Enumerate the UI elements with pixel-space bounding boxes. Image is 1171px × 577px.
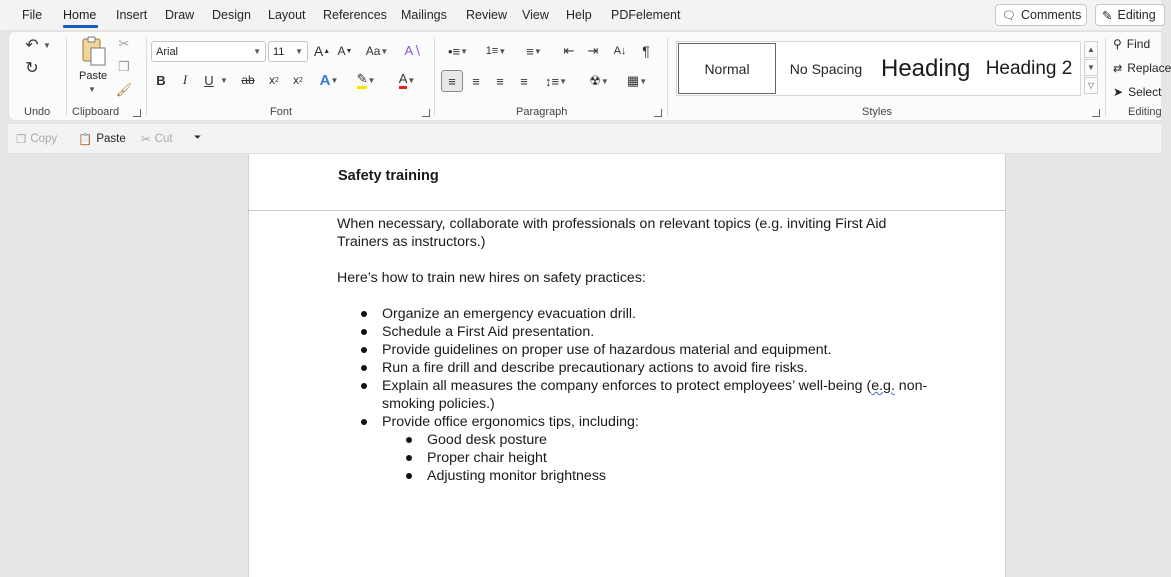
bullet-dot — [361, 329, 367, 335]
tab-insert[interactable]: Insert — [116, 8, 148, 22]
group-label-paragraph: Paragraph — [516, 106, 568, 118]
group-label-font: Font — [270, 106, 293, 118]
comments-button[interactable] — [995, 4, 1087, 26]
spelling-flag[interactable]: e.g. — [871, 378, 895, 394]
bold-icon[interactable]: B — [156, 72, 166, 88]
group-divider — [66, 38, 67, 116]
group-label-styles: Styles — [862, 106, 892, 118]
select-button[interactable] — [1113, 85, 1161, 99]
editing-mode-button[interactable] — [1095, 4, 1165, 26]
style-normal[interactable]: Normal — [678, 43, 776, 94]
paragraph-line: When necessary, collaborate with professionals on relevant topics (e.g. inviting First Aid — [337, 216, 887, 232]
bullet-dot — [361, 383, 367, 389]
chevron-down-icon: ▼ — [253, 47, 261, 56]
subscript-icon[interactable]: x 2 — [269, 73, 279, 87]
cut-icon[interactable]: ✂ — [118, 36, 130, 51]
font-size-value: 11 — [273, 45, 285, 58]
group-divider — [667, 38, 668, 116]
tab-references[interactable]: References — [323, 8, 387, 22]
multilevel-list-icon[interactable]: ≡ ▼ — [526, 43, 542, 59]
replace-button[interactable] — [1113, 61, 1171, 75]
sub-bullet-dot — [406, 437, 412, 443]
clipboard-launcher-icon[interactable] — [133, 109, 141, 117]
numbering-icon[interactable]: 1≡ ▼ — [485, 45, 507, 57]
group-label-undo: Undo — [24, 106, 51, 118]
group-divider — [434, 38, 435, 116]
highlight-icon[interactable]: ✎ ▼ — [351, 70, 381, 90]
comment-icon: 🗨 — [1002, 9, 1016, 22]
qb-paste-label: Paste — [96, 133, 126, 145]
find-label: Find — [1126, 37, 1151, 51]
pilcrow-icon[interactable]: ¶ — [642, 43, 650, 59]
bullets-icon[interactable]: •≡ ▼ — [447, 43, 469, 59]
copy-icon[interactable]: ❐ — [118, 59, 130, 74]
tab-layout[interactable]: Layout — [268, 8, 306, 22]
group-label-editing: Editing — [1128, 106, 1162, 118]
styles-launcher-icon[interactable] — [1092, 109, 1100, 117]
list-item-continuation: smoking policies.) — [382, 396, 495, 412]
group-divider — [146, 38, 147, 116]
font-size-select[interactable] — [268, 41, 308, 62]
styles-gallery-scroll — [1084, 41, 1098, 96]
line-spacing-icon[interactable]: ↕≡ ▼ — [544, 73, 567, 89]
list-item: Organize an emergency evacuation drill. — [382, 306, 636, 322]
align-right-icon[interactable]: ≡ — [496, 73, 504, 89]
list-item: Schedule a First Aid presentation. — [382, 324, 595, 340]
align-center-icon[interactable]: ≡ — [472, 73, 480, 89]
group-label-clipboard: Clipboard — [72, 106, 120, 118]
grow-font-icon[interactable]: A ▲ — [313, 43, 331, 59]
tab-help[interactable]: Help — [566, 8, 592, 22]
bullet-dot — [361, 347, 367, 353]
qb-cut-label: Cut — [154, 133, 173, 145]
shrink-font-icon[interactable]: A ▼ — [337, 44, 353, 58]
page-break-line — [248, 210, 1006, 211]
doc-heading: Safety training — [338, 168, 439, 184]
replace-icon: ⇄ — [1113, 62, 1123, 75]
list-item — [382, 377, 927, 395]
decrease-indent-icon[interactable]: ⇤ — [563, 43, 575, 58]
font-launcher-icon[interactable] — [422, 109, 430, 117]
tab-file[interactable]: File — [22, 8, 43, 22]
qb-paste-button[interactable] — [78, 132, 126, 146]
font-name-value: Arial — [156, 45, 179, 58]
qb-cut-button[interactable] — [141, 132, 173, 146]
redo-icon[interactable]: ↻ — [25, 60, 39, 77]
sub-list-item: Adjusting monitor brightness — [427, 468, 607, 484]
tab-pdfelement[interactable]: PDFelement — [611, 8, 681, 22]
paste-icon: 📋 — [78, 134, 93, 146]
justify-icon[interactable]: ≡ — [520, 73, 528, 89]
editing-mode-label: Editing — [1117, 8, 1156, 22]
pencil-icon: ✎ — [1102, 8, 1113, 23]
bullet-dot — [361, 365, 367, 371]
list-item: Provide guidelines on proper use of hazardous material and equipment. — [382, 342, 832, 358]
customize-toolbar-icon[interactable]: ⏷ — [194, 132, 202, 142]
clear-formatting-icon[interactable]: A∖ — [404, 43, 422, 58]
shading-icon[interactable]: ☢ ▼ — [589, 73, 609, 88]
font-name-select[interactable] — [151, 41, 266, 62]
sub-bullet-dot — [406, 473, 412, 479]
select-label: Select — [1128, 85, 1162, 99]
cursor-icon: ➤ — [1113, 85, 1124, 99]
format-painter-icon[interactable]: 🖌 — [115, 82, 133, 97]
paragraph-intro: Here’s how to train new hires on safety practices: — [337, 270, 646, 286]
bullet-dot — [361, 419, 367, 425]
list-item: Provide office ergonomics tips, including: — [382, 414, 639, 430]
cut-icon: ✂ — [141, 134, 151, 146]
paragraph-line: Trainers as instructors.) — [337, 234, 486, 250]
font-color-icon[interactable]: A ▼ — [392, 70, 422, 90]
italic-icon[interactable]: I — [182, 72, 188, 87]
qb-copy-label: Copy — [30, 133, 58, 145]
sort-icon[interactable]: A↓ — [613, 45, 627, 57]
more-styles-icon[interactable]: ▽ — [1084, 77, 1098, 94]
bullet-dot — [361, 311, 367, 317]
paragraph-launcher-icon[interactable] — [654, 109, 662, 117]
copy-icon: ❐ — [16, 134, 27, 146]
style-heading-1[interactable]: Heading — [881, 54, 971, 82]
menu-bar — [0, 0, 1161, 30]
list-item-text: non- — [894, 378, 928, 394]
sub-list-item: Good desk posture — [427, 432, 547, 448]
sub-bullet-dot — [406, 455, 412, 461]
active-tab-indicator — [63, 25, 98, 28]
chevron-down-icon: ▼ — [295, 47, 303, 56]
tab-mailings[interactable]: Mailings — [401, 8, 447, 22]
ribbon — [8, 31, 1171, 121]
style-heading-2[interactable]: Heading 2 — [985, 57, 1073, 79]
borders-icon[interactable]: ▦ ▼ — [626, 73, 648, 88]
comments-label: Comments — [1020, 8, 1082, 22]
text-effects-icon[interactable]: A ▼ — [319, 71, 339, 89]
replace-label: Replace — [1127, 61, 1171, 75]
search-icon: ⚲ — [1113, 37, 1122, 51]
underline-dropdown-icon[interactable]: ▼ — [220, 75, 228, 85]
styles-gallery — [676, 41, 1081, 96]
group-divider — [1105, 38, 1106, 116]
underline-icon[interactable]: U — [204, 72, 214, 88]
quick-toolbar — [8, 124, 1161, 154]
chevron-up-icon[interactable]: ▲ — [1084, 41, 1098, 58]
align-left-icon[interactable]: ≡ — [441, 70, 463, 92]
style-no-spacing[interactable]: No Spacing — [789, 60, 863, 77]
increase-indent-icon[interactable]: ⇥ — [587, 43, 599, 58]
tab-design[interactable]: Design — [212, 8, 251, 22]
find-button[interactable] — [1113, 37, 1150, 51]
paste-icon[interactable] — [77, 36, 109, 68]
qb-copy-button[interactable] — [16, 132, 57, 146]
paste-dropdown-icon[interactable]: ▼ — [88, 84, 96, 94]
strikethrough-icon[interactable]: ab — [241, 73, 255, 87]
tab-home[interactable]: Home — [63, 8, 97, 22]
tab-review[interactable]: Review — [466, 8, 507, 22]
undo-dropdown-icon[interactable]: ▼ — [43, 40, 51, 50]
tab-view[interactable]: View — [522, 8, 549, 22]
change-case-icon[interactable]: Aa ▼ — [365, 44, 389, 58]
chevron-down-icon[interactable]: ▼ — [1084, 59, 1098, 76]
sub-list-item: Proper chair height — [427, 450, 547, 466]
tab-draw[interactable]: Draw — [165, 8, 195, 22]
superscript-icon[interactable]: x 2 — [293, 73, 303, 87]
paste-button-label[interactable]: Paste — [79, 70, 108, 82]
list-item-text: Explain all measures the company enforces to protect employees’ well-being ( — [382, 378, 872, 394]
list-item: Run a fire drill and describe precautionary actions to avoid fire risks. — [382, 360, 808, 376]
undo-icon[interactable]: ↶ — [25, 37, 39, 54]
